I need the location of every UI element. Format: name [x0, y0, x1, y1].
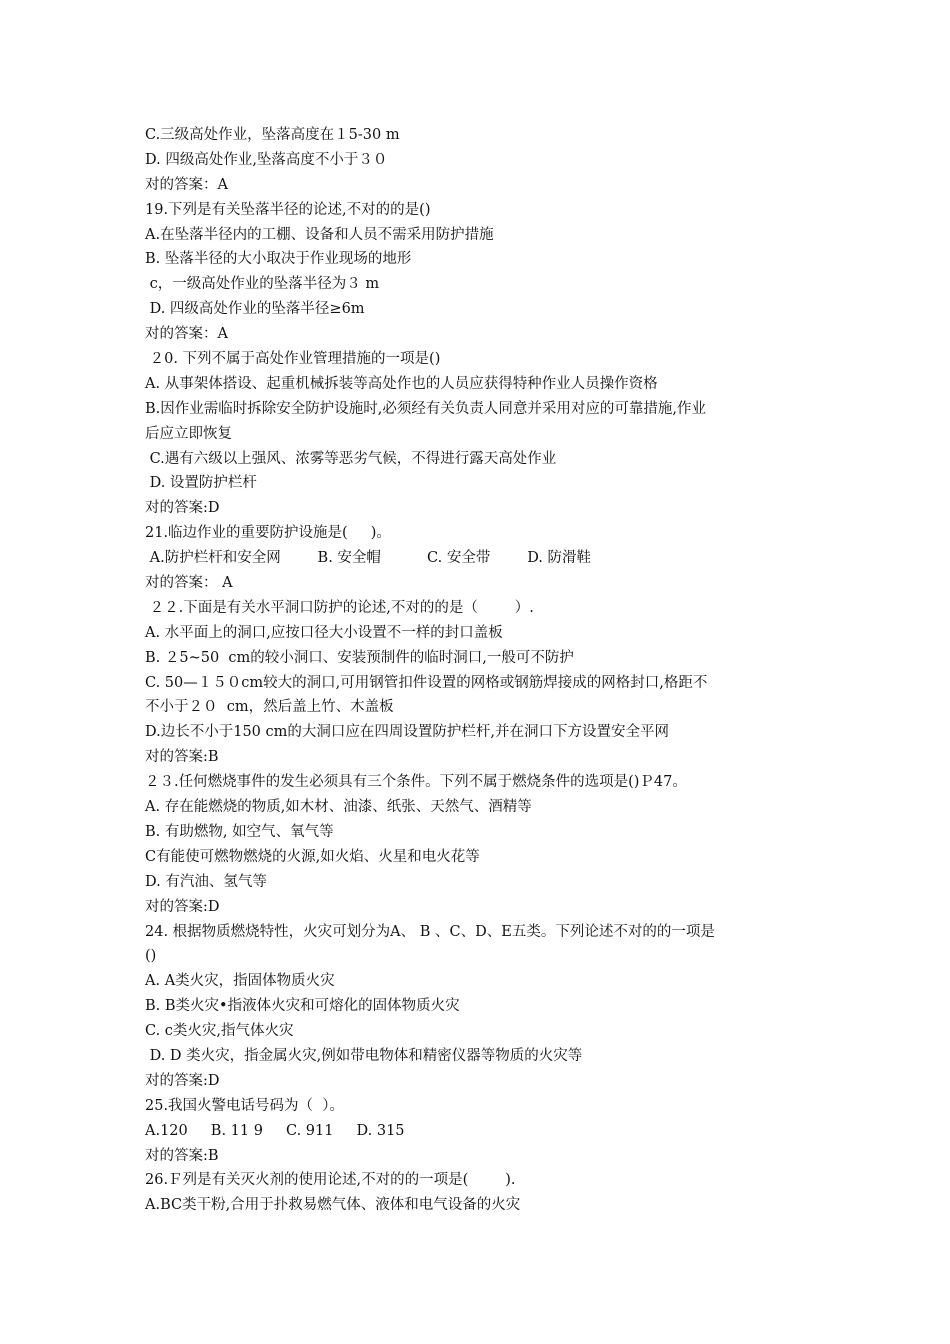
document-page — [145, 123, 825, 1218]
option-line: C. 50—１５０cm较大的洞口,可用钢管扣件设置的网格或钢筋焊接成的网格封口,格距不 — [145, 674, 708, 691]
option-line: B.因作业需临时拆除安全防护设施时,必须经有关负责人同意并采用对应的可靠措施,作业 — [145, 400, 706, 417]
answer-line: 对的答案:D — [145, 1072, 220, 1089]
option-line: c，一级高处作业的坠落半径为３ m — [145, 276, 380, 293]
question-line: () — [145, 948, 157, 965]
question-line: ２３.任何燃烧事件的发生必须具有三个条件。下列不属于燃烧条件的选项是()Ｐ47。 — [145, 774, 687, 791]
option-line: A.120 B. 11 9 C. 911 D. 315 — [145, 1122, 405, 1139]
option-line: D. 设置防护栏杆 — [145, 475, 257, 492]
question-line: 26.Ｆ列是有关灭火剂的使用论述,不对的的一项是( ). — [145, 1172, 516, 1189]
answer-line: 对的答案:D — [145, 500, 220, 517]
answer-line: 对的答案：A — [145, 326, 228, 343]
option-line: D.边长不小于150 cm的大洞口应在四周设置防护栏杆,并在洞口下方设置安全平网 — [145, 724, 669, 741]
option-line: B. 坠落半径的大小取决于作业现场的地形 — [145, 251, 412, 268]
option-line: D. D 类火灾，指金属火灾,例如带电物体和精密仪器等物质的火灾等 — [145, 1047, 583, 1064]
option-line: B. B类火灾•指液体火灾和可熔化的固体物质火灾 — [145, 998, 460, 1015]
option-line: C. c类火灾,指气体火灾 — [145, 1023, 294, 1040]
question-line: ２0. 下列不属于高处作业管理措施的一项是() — [145, 351, 441, 368]
text-line: C.三级高处作业，坠落高度在１5-30 m — [145, 127, 400, 143]
option-line: A.BC类干粉,合用于扑救易燃气体、液体和电气设备的火灾 — [145, 1197, 521, 1214]
text-line: D. 四级高处作业,坠落高度不小于３０ — [145, 151, 388, 168]
answer-line: 对的答案： A — [145, 575, 233, 592]
answer-line: 对的答案:B — [145, 1147, 219, 1164]
option-line: A. 水平面上的洞口,应按口径大小设置不一样的封口盖板 — [145, 624, 503, 641]
question-line: 25.我国火警电话号码为（ ）。 — [145, 1097, 345, 1114]
option-line: A.在坠落半径内的工棚、设备和人员不需采用防护措施 — [145, 226, 494, 243]
option-line: A.防护栏杆和安全网 B. 安全帽 C. 安全带 D. 防滑鞋 — [145, 550, 592, 567]
option-line: 不小于２０ cm，然后盖上竹、木盖板 — [145, 699, 394, 716]
question-line: 21.临边作业的重要防护设施是( )。 — [145, 525, 391, 542]
option-line: 后应立即恢复 — [145, 425, 232, 442]
option-line: A. A类火灾，指固体物质火灾 — [145, 973, 335, 990]
option-line: A. 从事架体搭设、起重机械拆装等高处作也的人员应获得特种作业人员操作资格 — [145, 375, 658, 392]
answer-line: 对的答案:B — [145, 749, 219, 766]
answer-line: 对的答案:D — [145, 898, 220, 915]
option-line: A. 存在能燃烧的物质,如木材、油漆、纸张、天然气、酒精等 — [145, 799, 532, 816]
question-line: ２２.下面是有关水平洞口防护的论述,不对的的是（ ）. — [145, 599, 534, 616]
option-line: C有能使可燃物燃烧的火源,如火焰、火星和电火花等 — [145, 848, 480, 865]
option-line: D. 有汽油、氢气等 — [145, 873, 267, 890]
option-line: B. 有助燃物, 如空气、氧气等 — [145, 823, 334, 840]
option-line: C.遇有六级以上强风、浓雾等恶劣气候，不得进行露天高处作业 — [145, 450, 557, 467]
answer-line: 对的答案：A — [145, 176, 228, 193]
question-line: 19.下列是有关坠落半径的论述,不对的的是() — [145, 201, 431, 218]
option-line: B. ２5~50 cm的较小洞口、安装预制件的临时洞口,一般可不防护 — [145, 649, 574, 666]
question-line: 24. 根据物质燃烧特性，火灾可划分为A、 B 、C、D、E五类。下列论述不对的的一项是 — [145, 923, 715, 940]
option-line: D. 四级高处作业的坠落半径≥6m — [145, 301, 365, 318]
